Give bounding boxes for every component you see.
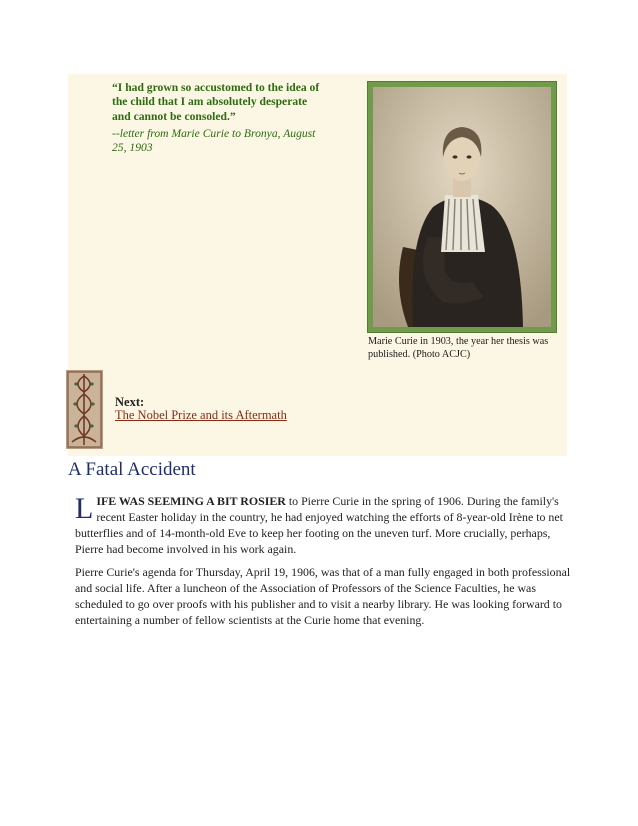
quote-citation: --letter from Marie Curie to Bronya, August 25, 1903 (112, 127, 316, 155)
drop-cap: L (75, 492, 94, 525)
pull-quote: “I had grown so accustomed to the idea of the child that I am absolutely desperate and cannot be consoled.” (112, 81, 320, 123)
art-nouveau-ornament-icon (66, 370, 103, 449)
section-heading: A Fatal Accident (68, 459, 196, 480)
marie-curie-photo (373, 87, 551, 327)
article-paragraph-1 (75, 493, 575, 557)
photo-frame (367, 81, 557, 333)
next-chapter-link[interactable]: The Nobel Prize and its Aftermath (115, 408, 287, 422)
lead-in: IFE WAS SEEMING A BIT ROSIER (96, 494, 286, 508)
next-label: Next: (115, 395, 145, 409)
article-paragraph-2: Pierre Curie's agenda for Thursday, April 19, 1906, was that of a man fully engaged in both professional and social life. After a luncheon of the Association of Professors of the Science Faculties, he was scheduled to go over proofs with his publisher and to visit a nearby library. He was looking forward to entertaining a number of fellow scientists at the Curie home that evening. (75, 565, 571, 627)
photo-caption: Marie Curie in 1903, the year her thesis was published. (Photo ACJC) (368, 336, 549, 360)
paragraph-1-text: to Pierre Curie in the spring of 1906. During the family's recent Easter holiday in the country, he had enjoyed watching the efforts of 8-year-old Irène to net butterflies and of 14-month-old Eve to keep her footing on the uneven turf. More crucially, perhaps, Pierre had become involved in his work again. (75, 494, 563, 556)
